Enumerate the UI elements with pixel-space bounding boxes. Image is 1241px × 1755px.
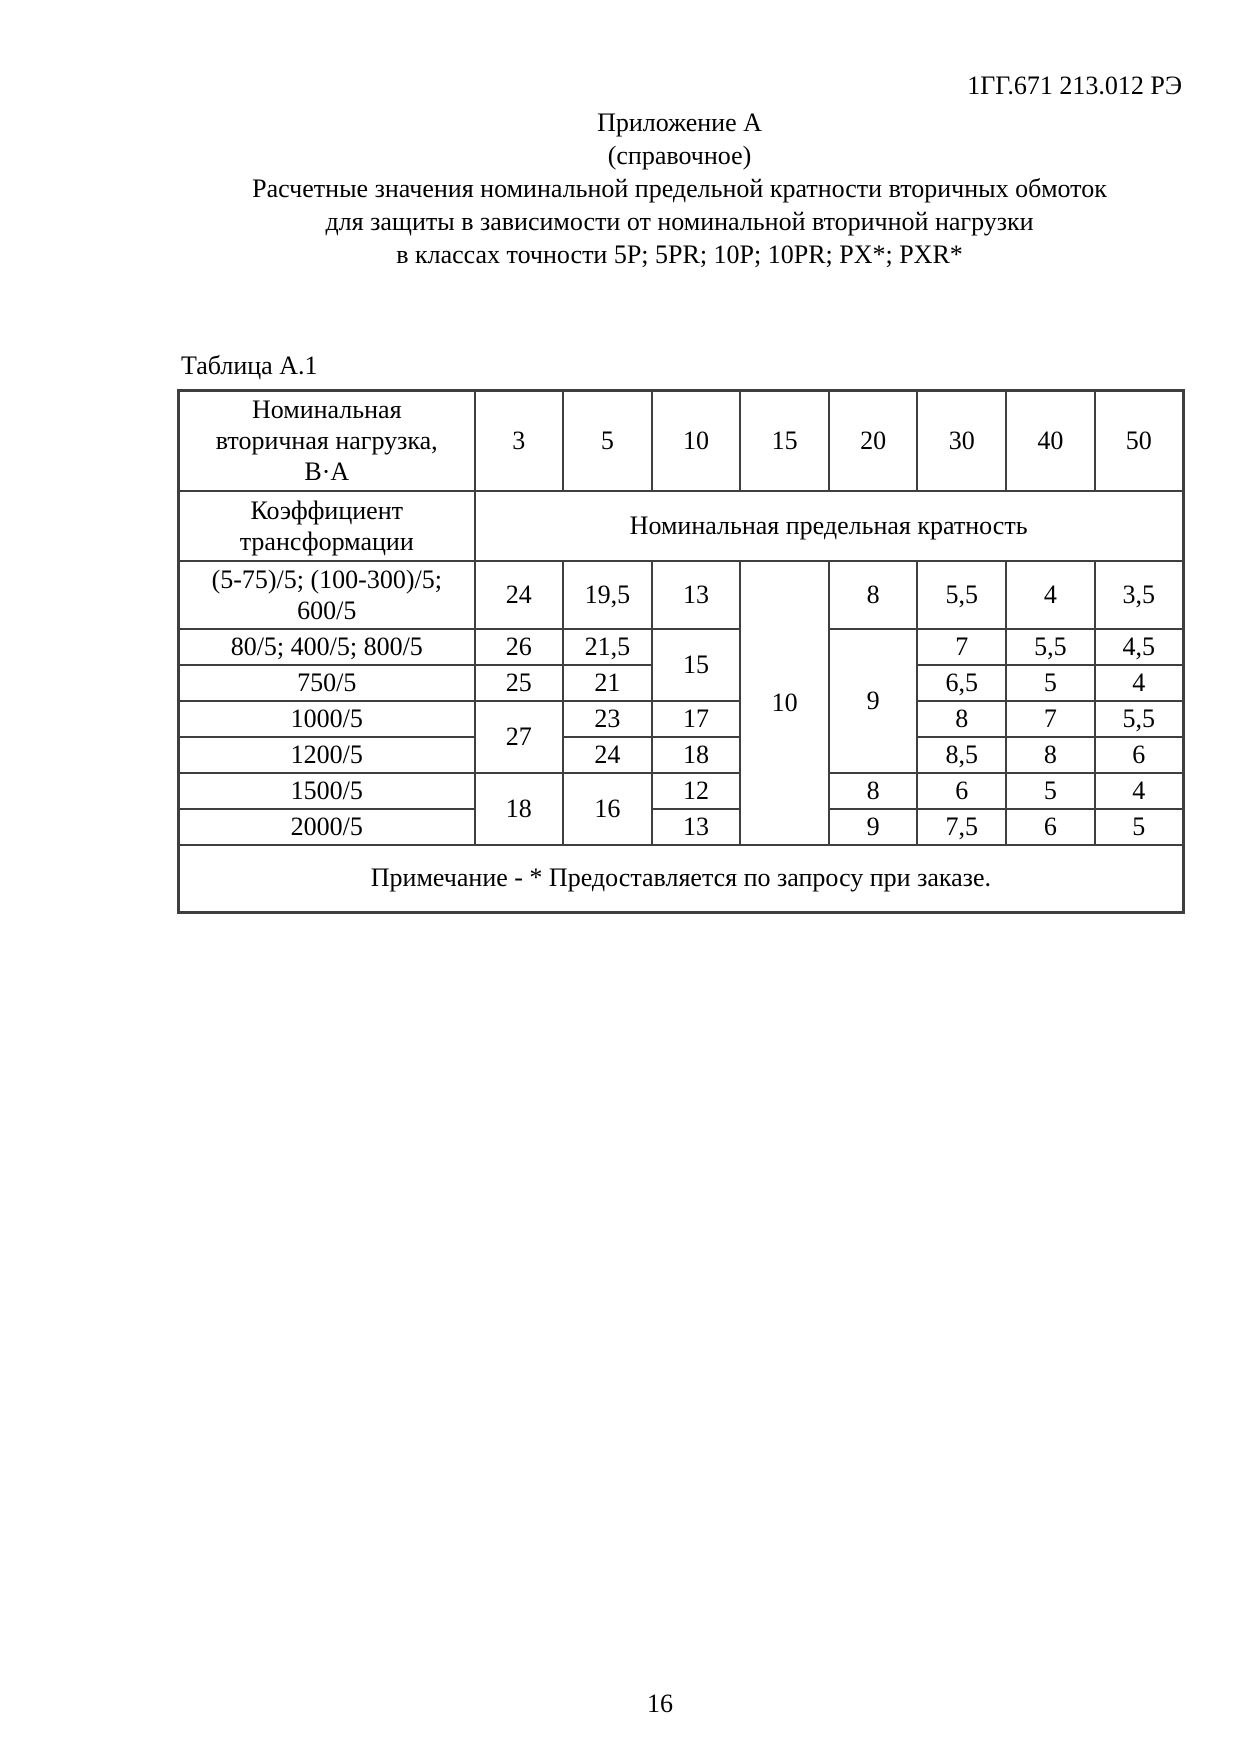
value-cell-merged: 10 xyxy=(740,561,829,845)
note-row xyxy=(179,845,1184,913)
document-code: 1ГГ.671 213.012 РЭ xyxy=(967,71,1182,100)
value-cell: 5 xyxy=(1095,809,1184,845)
multiplicity-header-cell: Номинальная предельная кратность xyxy=(475,491,1184,561)
value-cell: 3,5 xyxy=(1095,561,1184,629)
header-ratio-label-line: трансформации xyxy=(239,526,414,556)
value-cell: 9 xyxy=(829,809,918,845)
value-cell: 5,5 xyxy=(1095,701,1184,737)
table-row xyxy=(179,773,1184,809)
header-ratio-label-line: Коэффициент xyxy=(250,495,403,525)
value-cell-merged: 9 xyxy=(829,629,918,773)
table-row xyxy=(179,561,1184,629)
value-cell: 24 xyxy=(475,561,564,629)
row-label: 80/5; 400/5; 800/5 xyxy=(179,629,475,665)
value-cell: 6 xyxy=(1006,809,1095,845)
row-label: 1500/5 xyxy=(179,773,475,809)
heading-line-2: для защиты в зависимости от номинальной вторичной нагрузки xyxy=(325,207,1034,236)
load-header-cell: 40 xyxy=(1006,391,1095,491)
header-row-loads xyxy=(179,391,1184,491)
appendix-title: Приложение А xyxy=(597,108,762,137)
value-cell: 8 xyxy=(917,701,1006,737)
row-label: 1200/5 xyxy=(179,737,475,773)
load-header-cell: 3 xyxy=(475,391,564,491)
value-cell-merged: 27 xyxy=(475,701,564,773)
value-cell: 21 xyxy=(563,665,652,701)
value-cell: 4 xyxy=(1095,665,1184,701)
load-header-cell: 20 xyxy=(829,391,918,491)
table-caption: Таблица А.1 xyxy=(181,351,318,380)
value-cell: 8,5 xyxy=(917,737,1006,773)
value-cell: 4 xyxy=(1006,561,1095,629)
value-cell: 17 xyxy=(652,701,741,737)
value-cell: 25 xyxy=(475,665,564,701)
load-header-cell: 5 xyxy=(563,391,652,491)
value-cell: 26 xyxy=(475,629,564,665)
header-load-label xyxy=(179,391,475,491)
value-cell: 5 xyxy=(1006,773,1095,809)
value-cell: 6,5 xyxy=(917,665,1006,701)
table-row xyxy=(179,809,1184,845)
value-cell-merged: 16 xyxy=(563,773,652,845)
header-load-label-line: Номинальная xyxy=(251,395,402,425)
appendix-heading-block xyxy=(177,106,1182,271)
value-cell: 5 xyxy=(1006,665,1095,701)
value-cell: 8 xyxy=(829,773,918,809)
header-row-multiplicity xyxy=(179,491,1184,561)
row-label xyxy=(179,561,475,629)
value-cell: 5,5 xyxy=(917,561,1006,629)
value-cell: 7 xyxy=(1006,701,1095,737)
header-load-label-line: В·А xyxy=(304,457,350,487)
value-cell: 12 xyxy=(652,773,741,809)
heading-line-1: Расчетные значения номинальной предельной кратности вторичных обмоток xyxy=(252,174,1107,203)
value-cell: 8 xyxy=(829,561,918,629)
value-cell: 23 xyxy=(563,701,652,737)
row-label-line: 600/5 xyxy=(297,595,357,625)
row-label: 1000/5 xyxy=(179,701,475,737)
value-cell: 13 xyxy=(652,809,741,845)
row-label: 750/5 xyxy=(179,665,475,701)
value-cell: 24 xyxy=(563,737,652,773)
value-cell: 8 xyxy=(1006,737,1095,773)
value-cell: 21,5 xyxy=(563,629,652,665)
value-cell: 5,5 xyxy=(1006,629,1095,665)
table-row xyxy=(179,629,1184,665)
table-row xyxy=(179,701,1184,737)
value-cell: 19,5 xyxy=(563,561,652,629)
load-header-cell: 30 xyxy=(917,391,1006,491)
value-cell: 7,5 xyxy=(917,809,1006,845)
load-header-cell: 10 xyxy=(652,391,741,491)
row-label-line: (5-75)/5; (100-300)/5; xyxy=(211,564,442,594)
appendix-type: (справочное) xyxy=(607,141,752,170)
value-cell: 7 xyxy=(917,629,1006,665)
page-number: 16 xyxy=(647,1689,673,1718)
value-cell: 4 xyxy=(1095,773,1184,809)
value-cell: 18 xyxy=(652,737,741,773)
load-header-cell: 50 xyxy=(1095,391,1184,491)
value-cell-merged: 15 xyxy=(652,629,741,701)
load-header-cell: 15 xyxy=(740,391,829,491)
header-ratio-label xyxy=(179,491,475,561)
header-load-label-line: вторичная нагрузка, xyxy=(215,426,438,456)
row-label: 2000/5 xyxy=(179,809,475,845)
value-cell: 6 xyxy=(917,773,1006,809)
value-cell: 4,5 xyxy=(1095,629,1184,665)
value-cell: 6 xyxy=(1095,737,1184,773)
heading-line-3: в классах точности 5P; 5PR; 10P; 10PR; PX*; PXR* xyxy=(396,240,963,269)
value-cell-merged: 18 xyxy=(475,773,564,845)
table-note: Примечание - * Предоставляется по запросу при заказе. xyxy=(179,845,1184,913)
table-a1 xyxy=(177,389,1185,914)
value-cell: 13 xyxy=(652,561,741,629)
table-row xyxy=(179,737,1184,773)
